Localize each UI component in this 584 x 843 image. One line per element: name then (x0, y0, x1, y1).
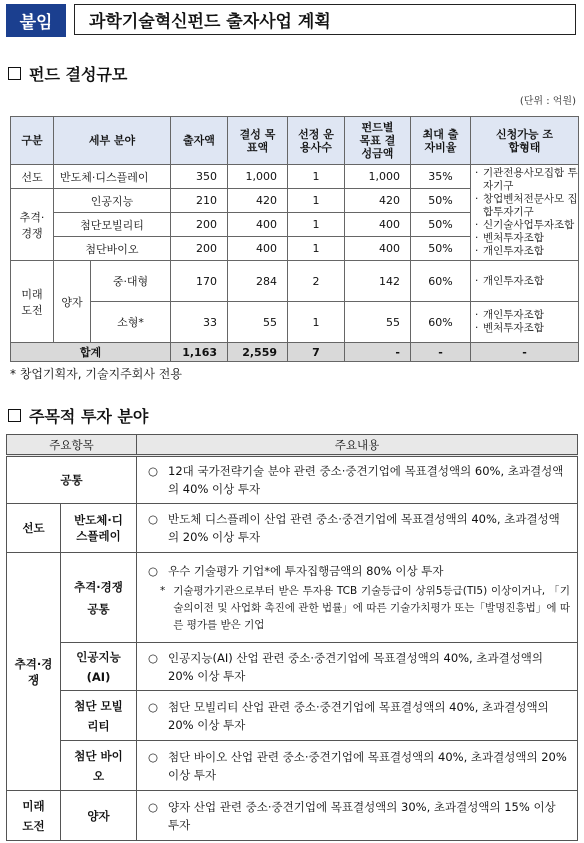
content-cell (137, 791, 578, 841)
table-row (11, 261, 579, 302)
section-title-fund-size (8, 62, 127, 85)
group-cell: 선도 (11, 165, 54, 189)
item-label: 추격·경쟁 공통 (61, 553, 137, 643)
group-label: 추격·경쟁 (7, 553, 61, 791)
page-header (6, 4, 578, 37)
subfield-cell: 중·대형 (91, 261, 171, 302)
content-cell (137, 456, 578, 504)
group-label: 선도 (7, 504, 61, 553)
total-label: 합계 (11, 343, 171, 362)
invest-cell: 210 (171, 189, 228, 213)
fund-target-cell: 400 (345, 237, 411, 261)
gp-count-cell: 2 (288, 261, 345, 302)
field-cell: 인공지능 (54, 189, 171, 213)
col-header-content: 주요내용 (137, 435, 578, 456)
ratio-cell: 35% (411, 165, 471, 189)
col-header: 신청가능 조합형태 (471, 117, 579, 165)
fund-type-item: · 벤처투자조합 (475, 322, 578, 335)
table-header-row (11, 117, 579, 165)
target-cell: 55 (228, 302, 288, 343)
content-cell (137, 504, 578, 553)
target-cell: 400 (228, 213, 288, 237)
table-row (7, 504, 578, 553)
ratio-cell: 50% (411, 189, 471, 213)
page-title: 과학기술혁신펀드 출자사업 계획 (74, 4, 576, 35)
fund-type-item: · 개인투자조합 (475, 309, 578, 322)
table-header-row (7, 435, 578, 456)
note-mark: * (160, 584, 166, 597)
field-cell: 첨단모빌리티 (54, 213, 171, 237)
circle-bullet-icon: ○ (148, 650, 159, 665)
gp-count-cell: 1 (288, 165, 345, 189)
fund-type-item: · 창업벤처전문사모 집합투자기구 (475, 193, 578, 219)
fund-target-cell: 400 (345, 213, 411, 237)
target-cell: 1,000 (228, 165, 288, 189)
table-row (7, 791, 578, 841)
target-cell: 420 (228, 189, 288, 213)
col-header: 선정 운용사수 (288, 117, 345, 165)
fund-types-cell (471, 261, 579, 302)
col-header: 펀드별 목표 결성금액 (345, 117, 411, 165)
circle-bullet-icon: ○ (148, 799, 159, 814)
field-cell: 첨단바이오 (54, 237, 171, 261)
field-cell: 반도체·디스플레이 (54, 165, 171, 189)
fund-target-cell: 142 (345, 261, 411, 302)
fund-type-item: · 벤처투자조합 (475, 232, 578, 245)
circle-bullet-icon: ○ (148, 749, 159, 764)
content-text: 첨단 모빌리티 산업 관련 중소·중견기업에 목표결성액의 40%, 초과결성액의 20% 이상 투자 (168, 699, 549, 732)
section-title-investment-fields (8, 404, 148, 427)
invest-cell: 350 (171, 165, 228, 189)
checkbox-square-icon (8, 409, 21, 422)
invest-cell: 200 (171, 237, 228, 261)
item-label: 인공지능 (AI) (61, 643, 137, 691)
ratio-cell: 50% (411, 213, 471, 237)
col-header: 출자액 (171, 117, 228, 165)
content-cell (137, 691, 578, 741)
item-label: 반도체·디스플레이 (61, 504, 137, 553)
total-invest: 1,163 (171, 343, 228, 362)
fund-type-item: · 신기술사업투자조합 (475, 219, 578, 232)
invest-cell: 200 (171, 213, 228, 237)
circle-bullet-icon: ○ (148, 464, 159, 478)
fund-types-cell (471, 302, 579, 343)
fund-types-cell (471, 165, 579, 261)
total-row (11, 343, 579, 362)
fund-type-item: · 개인투자조합 (475, 245, 578, 258)
footnote: * 창업기획자, 기술지주회사 전용 (10, 367, 182, 381)
subfield-cell: 소형* (91, 302, 171, 343)
fund-type-item: · 개인투자조합 (475, 275, 578, 288)
section-title-text: 펀드 결성규모 (29, 65, 128, 84)
invest-cell: 170 (171, 261, 228, 302)
gp-count-cell: 1 (288, 189, 345, 213)
section-title-text: 주목적 투자 분야 (29, 407, 149, 426)
total-ratio: - (411, 343, 471, 362)
total-fund: - (345, 343, 411, 362)
col-header: 결성 목표액 (228, 117, 288, 165)
total-type: - (471, 343, 579, 362)
circle-bullet-icon: ○ (148, 563, 159, 578)
gp-count-cell: 1 (288, 302, 345, 343)
ratio-cell: 60% (411, 261, 471, 302)
table-row (11, 165, 579, 189)
group-cell: 미래도전 (11, 261, 54, 343)
fund-target-cell: 55 (345, 302, 411, 343)
content-cell (137, 741, 578, 791)
field-cell: 양자 (54, 261, 91, 343)
col-header: 최대 출자비율 (411, 117, 471, 165)
item-label: 첨단 모빌리티 (61, 691, 137, 741)
content-text: 인공지능(AI) 산업 관련 중소·중견기업에 목표결성액의 40%, 초과결성액의 20% 이상 투자 (168, 650, 544, 683)
target-cell: 284 (228, 261, 288, 302)
invest-cell: 33 (171, 302, 228, 343)
unit-label: (단위 : 억원) (519, 96, 576, 107)
content-cell (137, 553, 578, 643)
fund-target-cell: 1,000 (345, 165, 411, 189)
content-text: 12대 국가전략기술 분야 관련 중소·중견기업에 목표결성액의 60%, 초과결성액의 40% 이상 투자 (168, 464, 564, 496)
content-cell (137, 643, 578, 691)
content-text: 반도체 디스플레이 산업 관련 중소·중견기업에 목표결성액의 40%, 초과결성액의 20% 이상 투자 (168, 512, 560, 544)
table-row (7, 741, 578, 791)
total-gps: 7 (288, 343, 345, 362)
item-label: 첨단 바이오 (61, 741, 137, 791)
table-row (7, 456, 578, 504)
group-cell: 추격·경쟁 (11, 189, 54, 261)
investment-fields-table (6, 434, 578, 841)
table-row (7, 553, 578, 643)
group-label: 미래도전 (7, 791, 61, 841)
circle-bullet-icon: ○ (148, 512, 159, 526)
checkbox-square-icon (8, 67, 21, 80)
fund-target-cell: 420 (345, 189, 411, 213)
content-note: 기술평가기관으로부터 받은 투자용 TCB 기술등급이 상위5등급(TI5) 이상이거나, 「기술의이전 및 사업화 촉진에 관한 법률」에 따른 기술가치평가 또는「발명진흥법」에 따른 평가를 받은 기업 (173, 584, 570, 631)
gp-count-cell: 1 (288, 237, 345, 261)
ratio-cell: 60% (411, 302, 471, 343)
col-header: 세부 분야 (54, 117, 171, 165)
col-header: 구분 (11, 117, 54, 165)
ratio-cell: 50% (411, 237, 471, 261)
attachment-badge: 붙임 (6, 4, 66, 37)
table-row (7, 691, 578, 741)
col-header-item: 주요항목 (7, 435, 137, 456)
table-row (11, 302, 579, 343)
fund-size-table (10, 116, 579, 362)
target-cell: 400 (228, 237, 288, 261)
gp-count-cell: 1 (288, 213, 345, 237)
circle-bullet-icon: ○ (148, 699, 159, 714)
table-row (7, 643, 578, 691)
item-label: 양자 (61, 791, 137, 841)
total-target: 2,559 (228, 343, 288, 362)
content-text: 첨단 바이오 산업 관련 중소·중견기업에 목표결성액의 40%, 초과결성액의 20% 이상 투자 (168, 749, 567, 782)
item-label: 공통 (7, 456, 137, 504)
fund-type-item: · 기관전용사모집합 투자기구 (475, 167, 578, 193)
content-text: 우수 기술평가 기업*에 투자집행금액의 80% 이상 투자 (168, 563, 444, 578)
content-text: 양자 산업 관련 중소·중견기업에 목표결성액의 30%, 초과결성액의 15% 이상 투자 (168, 799, 556, 832)
